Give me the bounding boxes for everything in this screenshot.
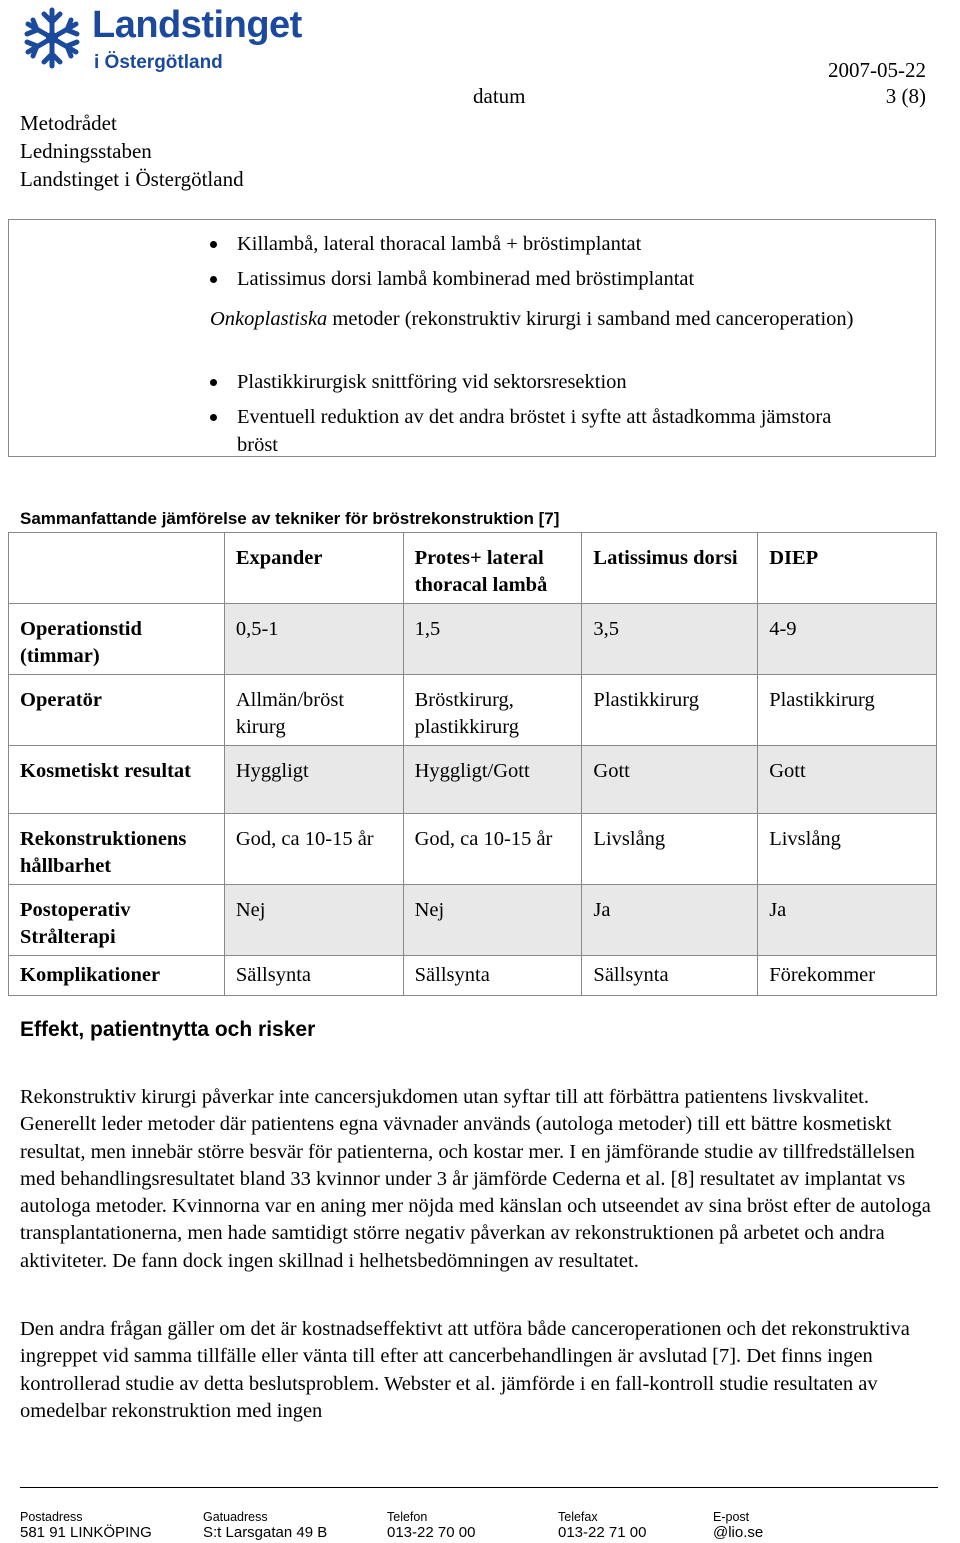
column-header: DIEP	[758, 533, 937, 604]
table-corner-cell	[9, 533, 225, 604]
footer-label: Postadress	[20, 1510, 83, 1524]
row-header: Komplikationer	[9, 956, 225, 996]
row-header: Postoperativ Strålterapi	[9, 885, 225, 956]
table-header-row	[9, 533, 937, 604]
table-cell: Gott	[582, 746, 758, 814]
table-cell: 4-9	[758, 604, 937, 675]
table-cell: Nej	[224, 885, 403, 956]
row-header: Operatör	[9, 675, 225, 746]
page-number: 3 (8)	[885, 84, 926, 108]
bullet-icon	[210, 276, 217, 283]
list-item: Latissimus dorsi lambå kombinerad med bröstimplantat	[237, 268, 695, 290]
footer-value: S:t Larsgatan 49 B	[203, 1524, 328, 1541]
table-cell: Hyggligt	[224, 746, 403, 814]
sender-line: Metodrådet	[20, 111, 117, 135]
list-item: Killambå, lateral thoracal lambå + bröstimplantat	[237, 233, 642, 255]
table-cell: Livslång	[758, 814, 937, 885]
bullet-icon	[210, 414, 217, 421]
table-row	[9, 956, 937, 996]
table-row	[9, 814, 937, 885]
table-cell: Allmän/bröst kirurg	[224, 675, 403, 746]
datum-label: datum	[473, 84, 526, 108]
column-header: Latissimus dorsi	[582, 533, 758, 604]
table-cell: 3,5	[582, 604, 758, 675]
sender-line: Landstinget i Östergötland	[20, 167, 244, 191]
onkoplastiska-term: Onkoplastiska	[210, 308, 328, 330]
list-item: Plastikkirurgisk snittföring vid sektorsresektion	[237, 371, 627, 393]
onkoplastiska-paragraph	[210, 305, 910, 333]
table-cell: Plastikkirurg	[758, 675, 937, 746]
table-row	[9, 746, 937, 814]
table-row	[9, 885, 937, 956]
column-header: Protes+ lateral thoracal lambå	[403, 533, 582, 604]
table-cell: Nej	[403, 885, 582, 956]
row-header: Operationstid (timmar)	[9, 604, 225, 675]
table-cell: Hyggligt/Gott	[403, 746, 582, 814]
body-paragraph: Den andra frågan gäller om det är kostnadseffektivt att utföra både canceroperationen och det rekonstruktiva ingreppet vid samma tillfälle eller vänta till efter att cancerbehandlingen är avslutad [7]. Det finns ingen kontrollerad studie av detta beslutsproblem. Webster et al. jämförde i en fall-kontroll studie resultaten av omedelbar rekonstruktion med ingen	[20, 1318, 910, 1422]
footer-value: 581 91 LINKÖPING	[20, 1524, 152, 1541]
footer-value: 013-22 71 00	[558, 1524, 647, 1541]
column-header: Expander	[224, 533, 403, 604]
table-cell: Gott	[758, 746, 937, 814]
table-cell: Livslång	[582, 814, 758, 885]
table-cell: Bröstkirurg, plastikkirurg	[403, 675, 582, 746]
list-item: Eventuell reduktion av det andra bröstet i syfte att åstadkomma jämstora bröst	[237, 406, 832, 456]
footer-value: 013-22 70 00	[387, 1524, 476, 1541]
table-cell: God, ca 10-15 år	[224, 814, 403, 885]
comparison-table	[8, 532, 937, 996]
sender-line: Ledningsstaben	[20, 139, 152, 163]
section-heading: Effekt, patientnytta och risker	[20, 1018, 316, 1041]
snowflake-emblem-icon	[20, 6, 84, 70]
table-cell: Ja	[758, 885, 937, 956]
table-cell: 0,5-1	[224, 604, 403, 675]
table-row	[9, 675, 937, 746]
table-caption: Sammanfattande jämförelse av tekniker för bröstrekonstruktion [7]	[20, 509, 560, 528]
bullet-icon	[210, 241, 217, 248]
footer-label: E-post	[713, 1510, 750, 1524]
footer-label: Gatuadress	[203, 1510, 268, 1524]
table-cell: God, ca 10-15 år	[403, 814, 582, 885]
table-cell: Sällsynta	[224, 956, 403, 996]
footer-divider	[20, 1487, 938, 1488]
table-cell: 1,5	[403, 604, 582, 675]
table-cell: Sällsynta	[582, 956, 758, 996]
body-paragraph: Rekonstruktiv kirurgi påverkar inte cancersjukdomen utan syftar till att förbättra patientens livskvalitet. Generellt leder metoder där patientens egna vävnader används (autologa metoder) till ett bättre kosmetiskt resultat, men innebär större besvär för patienterna, och kostar mer. I en jämförande studie av tillfredställelsen med behandlingsresultatet bland 33 kvinnor under 3 år jämförde Cederna et al. [8] resultatet av implantat vs autologa metoder. Kvinnorna var en aning mer nöjda med känslan och utseendet av sina bröst efter de autologa transplantationerna, men hade samtidigt större negativ påverkan av rekonstruktionen på arbetet och andra aktiviteter. De fann dock ingen skillnad i helhetsbedömningen av resultatet.	[20, 1086, 931, 1272]
table-cell: Ja	[582, 885, 758, 956]
row-header: Kosmetiskt resultat	[9, 746, 225, 814]
logo-subtitle: i Östergötland	[94, 52, 223, 73]
table-cell: Plastikkirurg	[582, 675, 758, 746]
table-cell: Sällsynta	[403, 956, 582, 996]
document-date: 2007-05-22	[828, 58, 926, 82]
table-row	[9, 604, 937, 675]
footer-label: Telefax	[558, 1510, 598, 1524]
row-header: Rekonstruktionens hållbarhet	[9, 814, 225, 885]
table-cell: Förekommer	[758, 956, 937, 996]
bullet-icon	[210, 379, 217, 386]
onkoplastiska-text: metoder (rekonstruktiv kirurgi i samband med canceroperation)	[327, 308, 854, 330]
footer-label: Telefon	[387, 1510, 428, 1524]
footer-value: @lio.se	[713, 1524, 764, 1541]
logo-title: Landstinget	[92, 4, 302, 46]
